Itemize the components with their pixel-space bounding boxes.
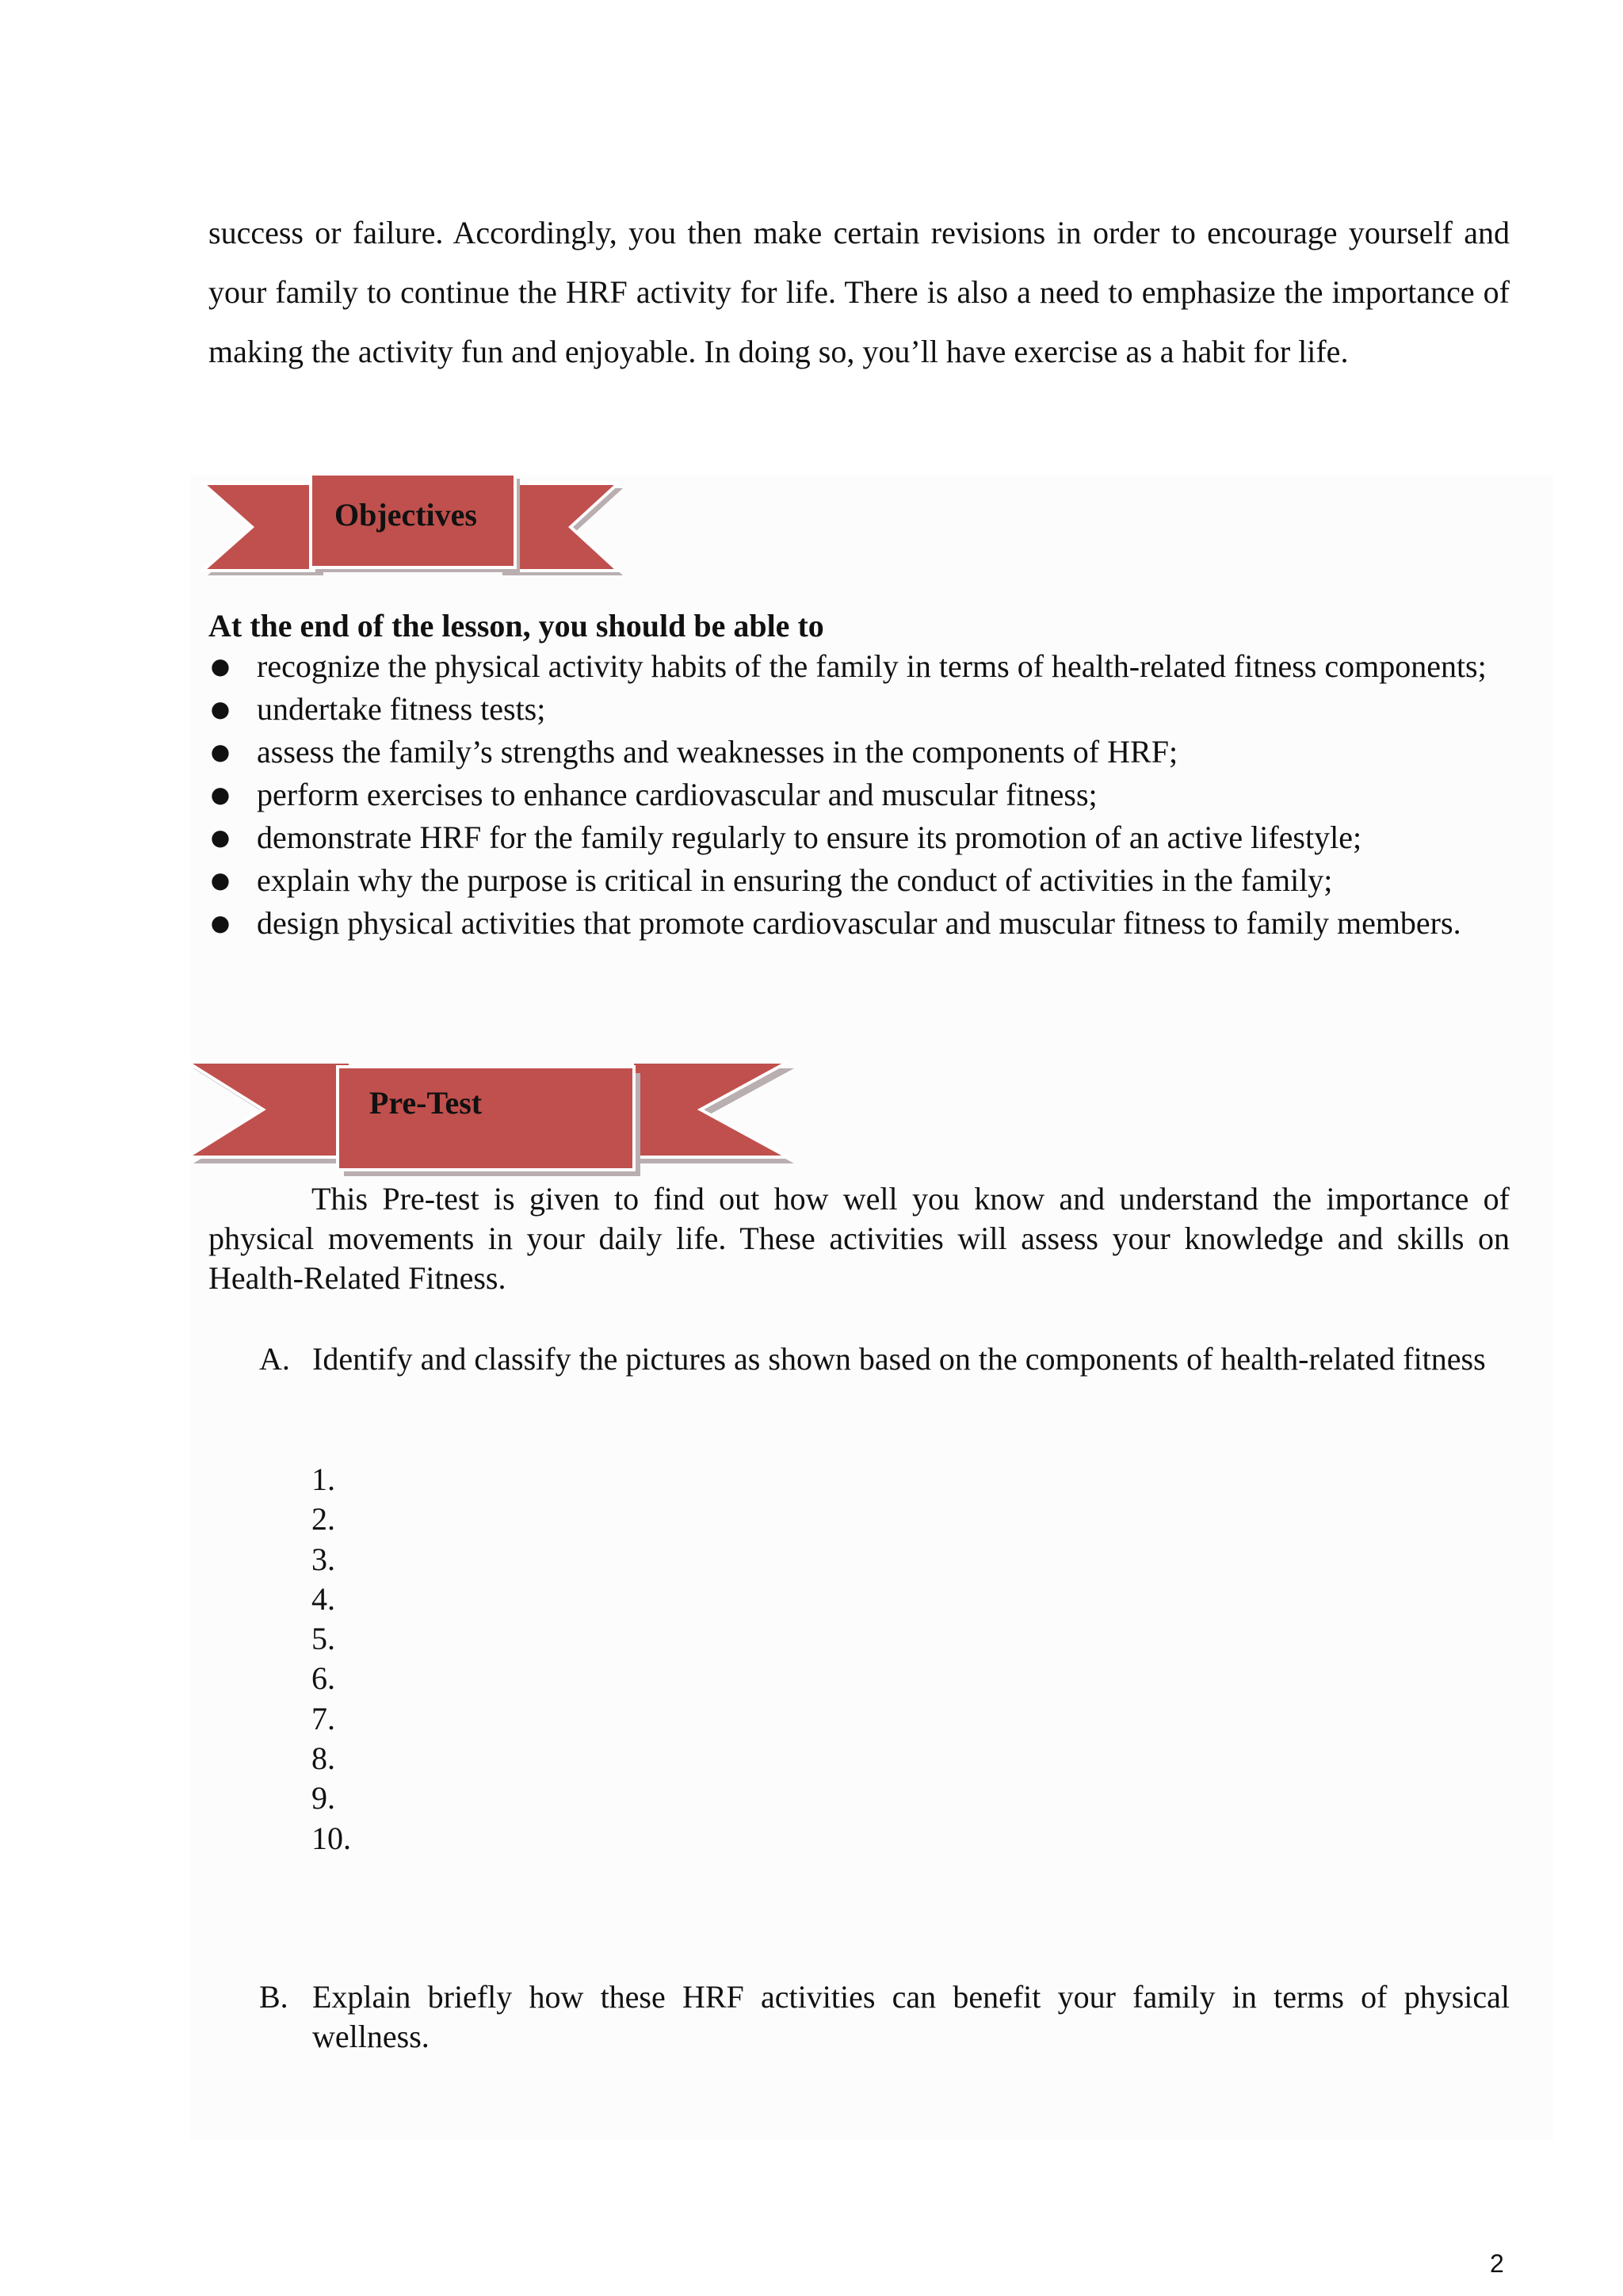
- bullet-icon: ●: [210, 910, 231, 936]
- list-item: 2.: [311, 1501, 335, 1538]
- list-item: 1.: [311, 1461, 335, 1497]
- intro-paragraph: success or failure. Accordingly, you then make certain revisions in order to encourage yourself and your family to continue the HRF activity for life. There is also a need to emphasize the importance of making the activity fun and enjoyable. In doing so, you’ll have exercise as a habit for life.: [208, 215, 1510, 369]
- question-b-text: Explain briefly how these HRF activities can benefit your family in terms of physical wellness.: [312, 1979, 1510, 2054]
- bullet-icon: ●: [210, 739, 231, 765]
- list-item: 4.: [311, 1580, 335, 1617]
- bullet-icon: ●: [210, 867, 231, 893]
- list-item: [208, 690, 1510, 729]
- page-number: 2: [1490, 2249, 1504, 2278]
- bullet-icon: ●: [210, 781, 231, 808]
- list-item: [208, 904, 1510, 943]
- objective-text: perform exercises to enhance cardiovascular and muscular fitness;: [257, 777, 1098, 812]
- bullet-icon: ●: [210, 653, 231, 679]
- list-item: 9.: [311, 1780, 335, 1817]
- question-a-text: Identify and classify the pictures as shown based on the components of health-related fitness: [312, 1341, 1486, 1377]
- objective-text: design physical activities that promote cardiovascular and muscular fitness to family members.: [257, 905, 1461, 941]
- objectives-banner: [198, 466, 634, 585]
- question-b: [259, 1977, 1510, 2057]
- question-a-letter: A.: [259, 1341, 290, 1377]
- list-item: [208, 818, 1510, 858]
- list-item: [208, 775, 1510, 815]
- question-b-letter: B.: [259, 1979, 288, 2015]
- objective-text: assess the family’s strengths and weaknesses in the components of HRF;: [257, 734, 1178, 770]
- objectives-banner-label: Objectives: [334, 497, 477, 533]
- pretest-intro: This Pre-test is given to find out how well you know and understand the importance of physical movements in your daily life. These activities will assess your knowledge and skills on Health-Related Fitness.: [208, 1181, 1510, 1296]
- pretest-banner-label: Pre-Test: [369, 1085, 483, 1121]
- list-item: [208, 647, 1510, 686]
- objective-text: recognize the physical activity habits of the family in terms of health-related fitness components;: [257, 648, 1487, 684]
- list-item: 7.: [311, 1700, 335, 1736]
- objective-text: demonstrate HRF for the family regularly to ensure its promotion of an active lifestyle;: [257, 819, 1362, 855]
- bullet-icon: ●: [210, 696, 231, 722]
- list-item: 6.: [311, 1660, 335, 1697]
- list-item: 5.: [311, 1621, 335, 1657]
- pretest-banner: [184, 1054, 802, 1185]
- list-item: 3.: [311, 1541, 335, 1577]
- objectives-heading: At the end of the lesson, you should be able to: [208, 608, 824, 644]
- objective-text: undertake fitness tests;: [257, 691, 546, 727]
- bullet-icon: ●: [210, 824, 231, 850]
- objectives-list: [208, 647, 1510, 946]
- list-item: 10.: [311, 1820, 351, 1856]
- question-a: [259, 1339, 1510, 1379]
- list-item: [208, 861, 1510, 900]
- answer-number-list: [311, 1460, 351, 1859]
- objective-text: explain why the purpose is critical in ensuring the conduct of activities in the family;: [257, 862, 1333, 898]
- list-item: 8.: [311, 1740, 335, 1777]
- list-item: [208, 732, 1510, 772]
